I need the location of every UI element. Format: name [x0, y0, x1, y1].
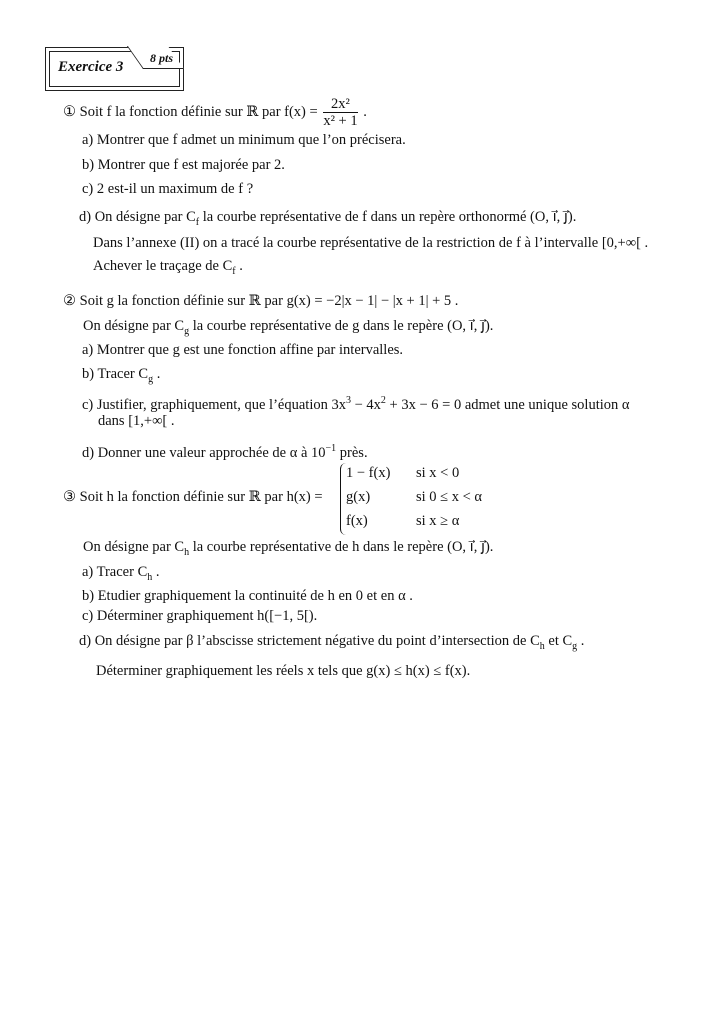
part1-end: .: [359, 103, 367, 120]
text-segment: − 4x: [350, 397, 381, 413]
text-segment: et C: [544, 633, 573, 649]
text-segment: d) On désigne par β l’abscisse strictement négative du point d’intersection de C: [79, 633, 540, 649]
text-segment: On désigne par C: [83, 539, 185, 555]
exercise-header-box: [45, 47, 184, 91]
question-line: [79, 632, 584, 656]
question-line: [79, 208, 576, 232]
fraction-denominator: x² + 1: [323, 113, 358, 129]
piecewise-definition: [340, 463, 482, 535]
text-segment: d) On désigne par C: [79, 209, 196, 225]
piecewise-row: [346, 511, 482, 535]
text-segment: ② Soit g la fonction définie sur ℝ par g(x) = −2|x − 1| − |x + 1| + 5 .: [63, 293, 459, 309]
question-line: [93, 257, 243, 281]
question-line: [63, 292, 458, 310]
text-segment: a) Montrer que g est une fonction affine par intervalles.: [82, 342, 404, 358]
question-line: [82, 180, 253, 198]
superscript: 3: [345, 395, 351, 406]
subscript: f: [195, 217, 200, 228]
piecewise-row: [346, 487, 482, 511]
question-line: [82, 607, 317, 625]
text-segment: .: [153, 366, 161, 382]
piecewise-cond: si x ≥ α: [416, 513, 460, 529]
subscript: h: [147, 572, 153, 583]
part1-intro: ① Soit f la fonction définie sur ℝ par f(x) =: [63, 103, 322, 120]
part1-definition: [63, 96, 367, 129]
text-segment: a) Montrer que f admet un minimum que l’on précisera.: [82, 132, 406, 148]
subscript: g: [572, 641, 578, 652]
text-segment: c) Déterminer graphiquement h([−1, 5[).: [82, 608, 318, 624]
question-line: [96, 662, 470, 680]
question-line: [82, 587, 413, 605]
text-segment: la courbe représentative de f dans un repère orthonormé (O, i⃗, j⃗).: [199, 209, 577, 225]
piecewise-expr: 1 − f(x): [346, 465, 391, 481]
question-line: [82, 392, 629, 414]
text-segment: d) Donner une valeur approchée de α à 10: [82, 445, 326, 461]
text-segment: On désigne par C: [83, 318, 185, 334]
fraction-numerator: 2x²: [323, 96, 357, 113]
text-segment: Déterminer graphiquement les réels x tels que g(x) ≤ h(x) ≤ f(x).: [96, 663, 471, 679]
text-segment: la courbe représentative de h dans le repère (O, i⃗, j⃗).: [189, 539, 494, 555]
question-line: [82, 156, 285, 174]
question-line: [82, 131, 406, 149]
text-segment: ③ Soit h la fonction définie sur ℝ par h(x) =: [63, 489, 323, 505]
exercise-points: 8 pts: [150, 51, 174, 65]
question-line: [82, 440, 368, 462]
fraction: [323, 96, 357, 129]
question-line: [93, 234, 648, 252]
question-line: [82, 365, 160, 389]
text-segment: .: [577, 633, 585, 649]
piecewise-expr: f(x): [346, 513, 368, 529]
piecewise-expr: g(x): [346, 489, 371, 505]
exercise-title: Exercice 3: [58, 59, 124, 75]
subscript: h: [184, 547, 190, 558]
text-segment: la courbe représentative de g dans le repère (O, i⃗, j⃗).: [189, 318, 494, 334]
text-segment: Achever le traçage de C: [93, 258, 233, 274]
subscript: h: [539, 641, 545, 652]
text-segment: a) Tracer C: [82, 564, 148, 580]
subscript: g: [148, 374, 154, 385]
piecewise-cond: si 0 ≤ x < α: [416, 489, 483, 505]
text-segment: .: [235, 258, 243, 274]
text-segment: .: [152, 564, 160, 580]
text-segment: dans [1,+∞[ .: [98, 413, 175, 429]
question-line: [83, 317, 493, 341]
question-line: [82, 341, 403, 359]
text-segment: Dans l’annexe (II) on a tracé la courbe représentative de la restriction de f à l’intervalle [0,+∞[ .: [93, 235, 649, 251]
subscript: g: [184, 326, 190, 337]
text-segment: c) 2 est-il un maximum de f ?: [82, 181, 254, 197]
question-line: [63, 488, 323, 506]
superscript: 2: [380, 395, 386, 406]
text-segment: b) Tracer C: [82, 366, 149, 382]
text-segment: + 3x − 6 = 0 admet une unique solution α: [385, 397, 630, 413]
piecewise-cond: si x < 0: [416, 465, 460, 481]
text-segment: b) Etudier graphiquement la continuité de h en 0 et en α .: [82, 588, 413, 604]
question-line: [82, 563, 160, 587]
text-segment: près.: [336, 445, 368, 461]
piecewise-row: [346, 463, 482, 487]
text-segment: c) Justifier, graphiquement, que l’équation 3x: [82, 397, 346, 413]
subscript: f: [232, 266, 236, 277]
question-line: [83, 538, 493, 562]
superscript: −1: [325, 443, 337, 454]
text-segment: b) Montrer que f est majorée par 2.: [82, 157, 285, 173]
question-line: [98, 412, 175, 430]
